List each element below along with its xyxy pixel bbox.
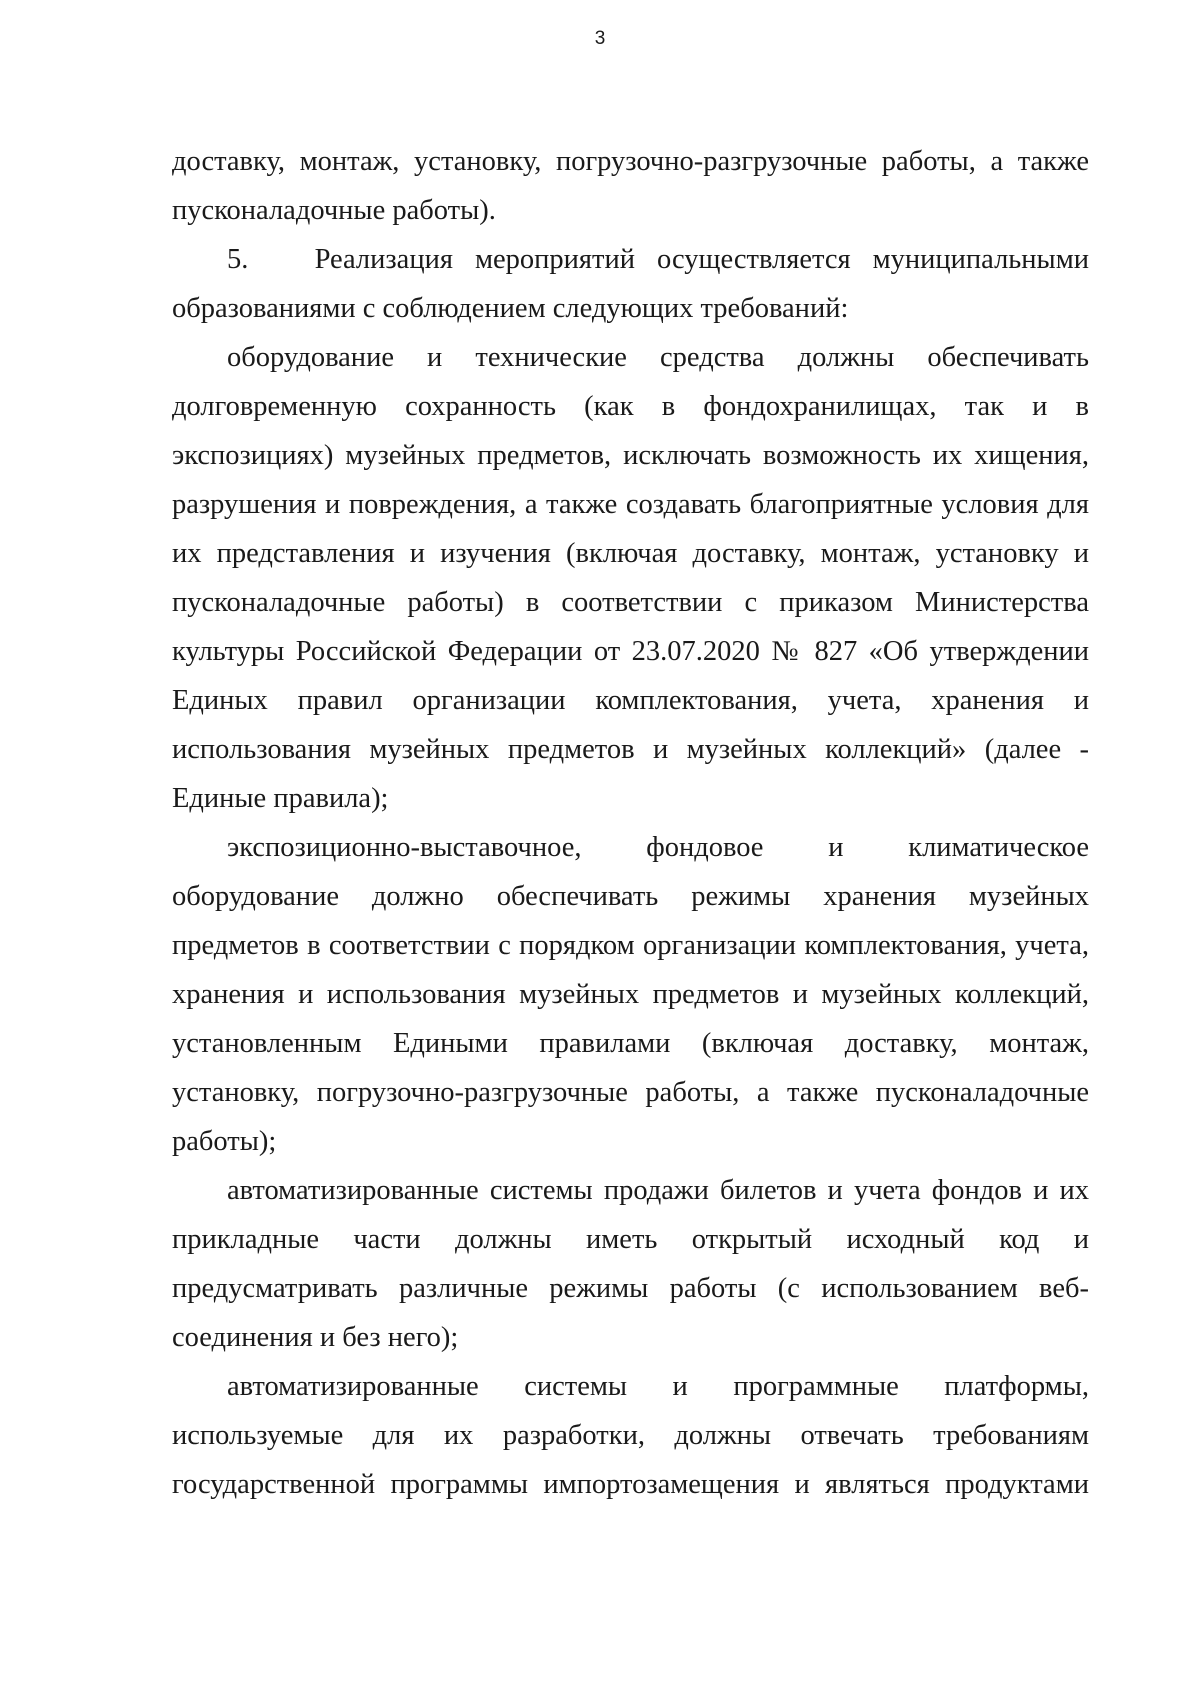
paragraph-equipment-requirements: оборудование и технические средства должны обеспечивать долговременную сохранность (как в фондохранилищах, так и в экспозициях) музейных предметов, исключать возможность их хищения, разрушения и повреждения, а также создавать благоприятные условия для их представления и изучения (включая доставку, монтаж, установку и пусконаладочные работы) в соответствии с приказом Министерства культуры Российской Федерации от 23.07.2020 № 827 «Об утверждении Единых правил организации комплектования, учета, хранения и использования музейных предметов и музейных коллекций» (далее - Единые правила); [172, 342, 1089, 814]
paragraph-exhibition-equipment: экспозиционно-выставочное, фондовое и климатическое оборудование должно обеспечивать режимы хранения музейных предметов в соответствии с порядком организации комплектования, учета, хранения и использования музейных предметов и музейных коллекций, установленным Едиными правилами (включая доставку, монтаж, установку, погрузочно-разгрузочные работы, а также пусконаладочные работы); [172, 832, 1089, 1157]
document-body [172, 137, 1089, 1509]
paragraph-ticket-systems: автоматизированные системы продажи билетов и учета фондов и их прикладные части должны иметь открытый исходный код и предусматривать различные режимы работы (с использованием веб-соединения и без него); [172, 1175, 1089, 1353]
paragraph-software-platforms: автоматизированные системы и программные платформы, используемые для их разработки, должны отвечать требованиям государственной программы импортозамещения и являться продуктами [172, 1371, 1089, 1500]
paragraph-continuation: доставку, монтаж, установку, погрузочно-разгрузочные работы, а также пусконаладочные работы). [172, 146, 1089, 226]
page-number: 3 [594, 28, 606, 49]
paragraph-item-5: 5. Реализация мероприятий осуществляется муниципальными образованиями с соблюдением следующих требований: [172, 244, 1089, 324]
